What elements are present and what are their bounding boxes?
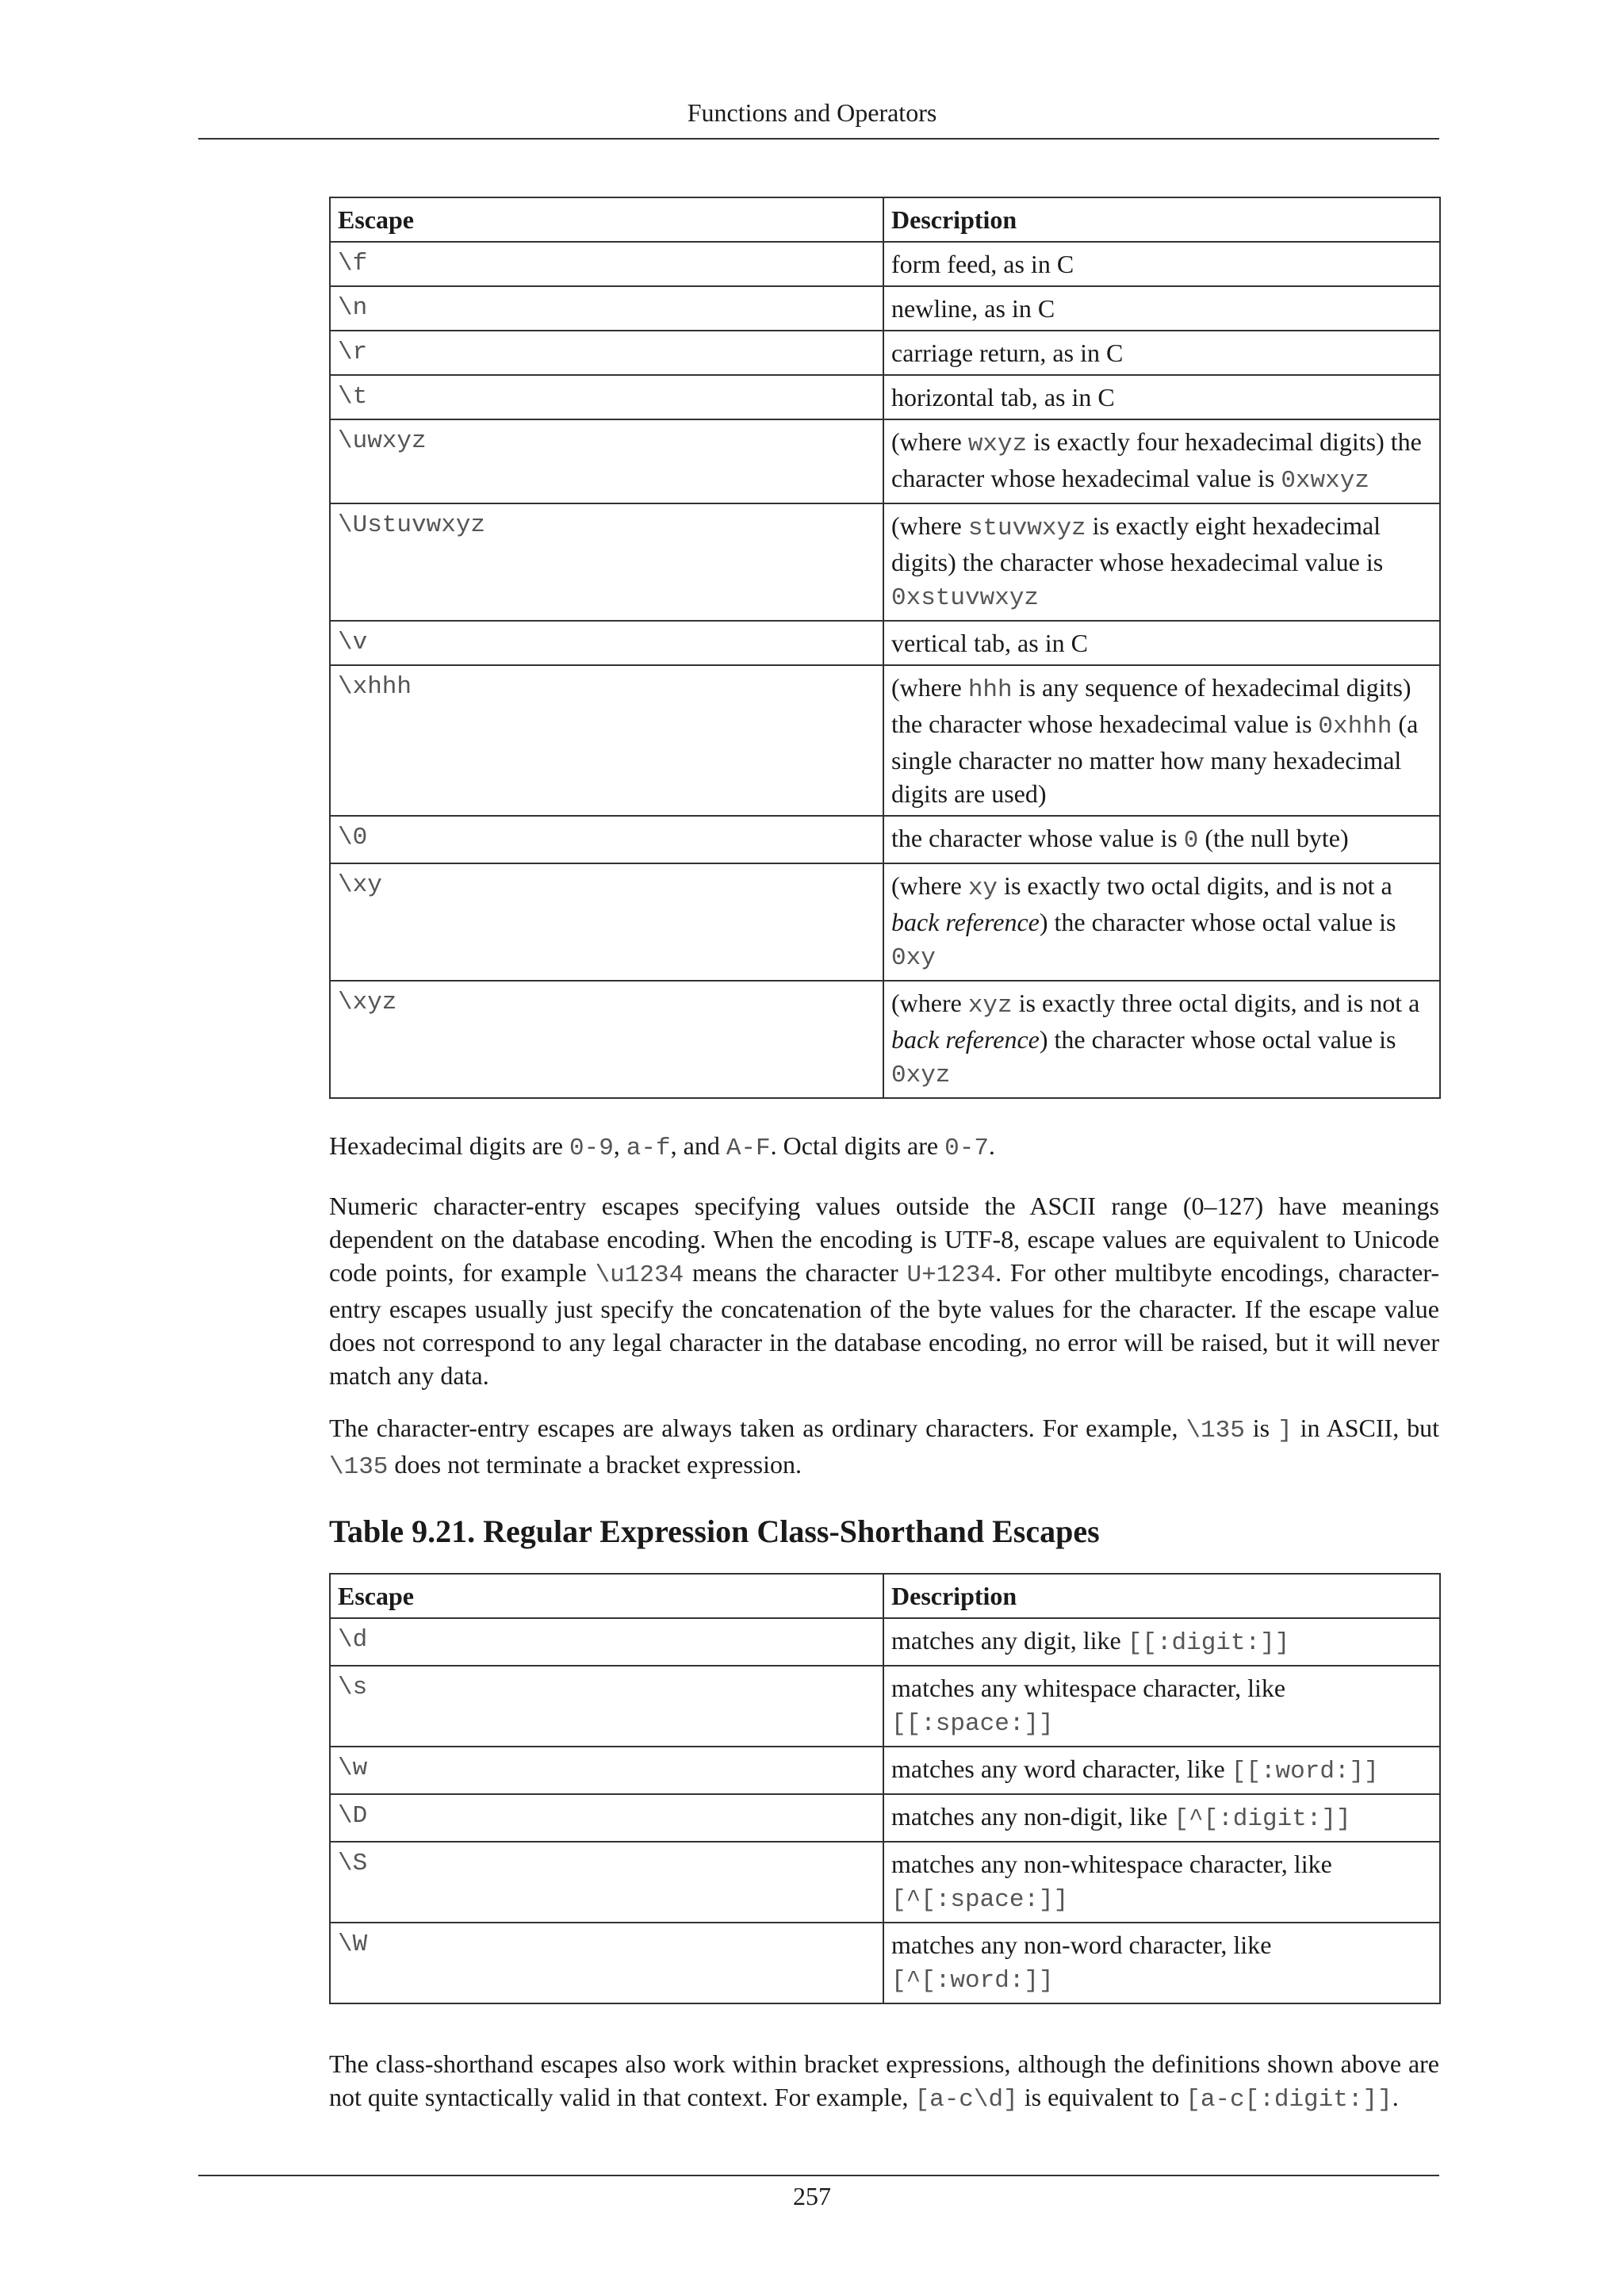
desc-text: ) the character whose octal value is (1039, 908, 1396, 936)
escape-cell: \d (330, 1618, 883, 1666)
desc-code: stuvwxyz (967, 515, 1086, 542)
desc-text: matches any non-whitespace character, like (891, 1850, 1332, 1878)
desc-code: 0xy (891, 944, 936, 972)
desc-text: matches any non-word character, like (891, 1931, 1272, 1959)
description-cell (883, 863, 1440, 981)
class-shorthand-escapes-table (329, 1573, 1441, 2004)
desc-code: 0xyz (891, 1062, 951, 1089)
description-cell: carriage return, as in C (883, 331, 1440, 375)
desc-text: (where (891, 871, 968, 900)
description-cell: horizontal tab, as in C (883, 375, 1440, 419)
table-row (330, 981, 1440, 1098)
escape-cell: \v (330, 621, 883, 665)
code: [a-c\d] (914, 2086, 1018, 2114)
column-header-description: Description (883, 1574, 1440, 1618)
text: is (1244, 1414, 1278, 1442)
escape-cell: \n (330, 286, 883, 331)
text: The character-entry escapes are always taken as ordinary characters. For example, (329, 1414, 1186, 1442)
desc-text: is exactly eight hexadecimal digits) the character whose hexadecimal value is (891, 511, 1384, 576)
table-row (330, 665, 1440, 816)
table-row (330, 286, 1440, 331)
description-cell (883, 816, 1440, 863)
escape-cell: \W (330, 1923, 883, 2003)
description-cell (883, 981, 1440, 1098)
code: ] (1277, 1417, 1293, 1445)
text: . (1392, 2083, 1399, 2111)
desc-code: xy (967, 874, 998, 902)
desc-code: xyz (967, 992, 1013, 1020)
text: . Octal digits are (770, 1131, 945, 1160)
code: A-F (726, 1135, 771, 1162)
description-cell (883, 665, 1440, 816)
desc-text: matches any word character, like (891, 1755, 1231, 1783)
desc-text: (where (891, 427, 968, 456)
code: U+1234 (906, 1261, 996, 1289)
table-row (330, 863, 1440, 981)
description-cell (883, 419, 1440, 503)
text: is equivalent to (1017, 2083, 1186, 2111)
table-header-row (330, 197, 1440, 242)
desc-text: matches any whitespace character, like (891, 1674, 1286, 1702)
desc-emphasis: back reference (891, 908, 1040, 936)
desc-code: 0xhhh (1318, 713, 1392, 740)
escape-cell: \xhhh (330, 665, 883, 816)
escape-cell: \0 (330, 816, 883, 863)
code: \135 (329, 1453, 389, 1481)
escape-cell: \Ustuvwxyz (330, 503, 883, 621)
table-row (330, 1618, 1440, 1666)
escape-cell: \f (330, 242, 883, 286)
escape-cell: \s (330, 1666, 883, 1747)
escape-cell: \D (330, 1794, 883, 1842)
column-header-escape: Escape (330, 197, 883, 242)
escape-cell: \xy (330, 863, 883, 981)
page-number: 257 (793, 2182, 831, 2210)
code: 0-7 (944, 1135, 989, 1162)
table-row (330, 503, 1440, 621)
desc-text: (where (891, 673, 968, 702)
desc-text: is exactly two octal digits, and is not a (998, 871, 1392, 900)
footer-rule (198, 2175, 1439, 2176)
column-header-description: Description (883, 197, 1440, 242)
escape-cell: \r (330, 331, 883, 375)
description-cell (883, 1618, 1440, 1666)
desc-text: is any sequence of hexadecimal digits) the character whose hexadecimal value is (891, 673, 1411, 738)
text: means the character (684, 1258, 907, 1287)
desc-text: is exactly three octal digits, and is not a (1012, 989, 1420, 1017)
text: . (988, 1131, 995, 1160)
desc-text: (where (891, 511, 968, 540)
desc-code: hhh (967, 676, 1013, 704)
description-cell: newline, as in C (883, 286, 1440, 331)
table-row (330, 816, 1440, 863)
bracket-expressions-paragraph (329, 2047, 1439, 2117)
escape-cell: \xyz (330, 981, 883, 1098)
desc-text: matches any digit, like (891, 1626, 1128, 1655)
numeric-escapes-paragraph (329, 1189, 1439, 1392)
code: \135 (1185, 1417, 1245, 1445)
header-rule (198, 138, 1439, 140)
code: a-f (626, 1135, 671, 1162)
escape-cell: \t (330, 375, 883, 419)
text: . For other multibyte encodings, character-entry escapes usually just specify the concatenation of the byte values for the character. If the escape value does not correspond to any legal character in the database encoding, no error will be raised, but it will never match any data. (329, 1258, 1440, 1390)
character-entry-escapes-table (329, 197, 1441, 1099)
description-cell (883, 503, 1440, 621)
desc-code: 0xstuvwxyz (891, 584, 1040, 612)
table-row (330, 1666, 1440, 1747)
text: , and (670, 1131, 726, 1160)
desc-code: 0 (1183, 827, 1199, 855)
description-cell (883, 1666, 1440, 1747)
desc-text: matches any non-digit, like (891, 1802, 1174, 1831)
description-cell (883, 1747, 1440, 1794)
escape-cell: \w (330, 1747, 883, 1794)
text: does not terminate a bracket expression. (388, 1450, 802, 1479)
desc-code: [^[:word:]] (891, 1967, 1054, 1995)
table-row (330, 1794, 1440, 1842)
desc-text: (the null byte) (1198, 824, 1349, 852)
hex-digits-paragraph (329, 1129, 1439, 1165)
table-header-row (330, 1574, 1440, 1618)
column-header-escape: Escape (330, 1574, 883, 1618)
code: [a-c[:digit:]] (1185, 2086, 1392, 2114)
escape-cell: \S (330, 1842, 883, 1923)
table-row (330, 1923, 1440, 2003)
code: 0-9 (569, 1135, 614, 1162)
desc-code: wxyz (967, 430, 1028, 458)
desc-text: the character whose value is (891, 824, 1184, 852)
description-cell (883, 1842, 1440, 1923)
desc-text: ) the character whose octal value is (1039, 1025, 1396, 1054)
desc-code: [[:digit:]] (1127, 1629, 1290, 1657)
table-title: Table 9.21. Regular Expression Class-Shorthand Escapes (329, 1513, 1100, 1549)
desc-code: [[:space:]] (891, 1710, 1054, 1738)
desc-text: is exactly four hexadecimal digits) the character whose hexadecimal value is (891, 427, 1422, 492)
table-row (330, 375, 1440, 419)
text: Numeric character-entry escapes specifying values outside the ASCII range (0–127) have meanings dependent on the database encoding. When the encoding is UTF-8, escape values are equivalent to Unicode code points, for example (329, 1192, 1439, 1287)
table-row (330, 331, 1440, 375)
code: \u1234 (595, 1261, 684, 1289)
text: , (613, 1131, 626, 1160)
text: Hexadecimal digits are (329, 1131, 569, 1160)
desc-text: (a single character no matter how many hexadecimal digits are used) (891, 710, 1419, 808)
description-cell (883, 1923, 1440, 2003)
text: The class-shorthand escapes also work within bracket expressions, although the definitions shown above are not quite syntactically valid in that context. For example, (329, 2049, 1439, 2111)
desc-text: (where (891, 989, 968, 1017)
desc-emphasis: back reference (891, 1025, 1040, 1054)
description-cell: vertical tab, as in C (883, 621, 1440, 665)
desc-code: [[:word:]] (1231, 1758, 1379, 1785)
page-header: Functions and Operators (687, 98, 937, 127)
description-cell (883, 1794, 1440, 1842)
table-row (330, 1747, 1440, 1794)
table-row (330, 621, 1440, 665)
table-row (330, 1842, 1440, 1923)
text: in ASCII, but (1292, 1414, 1440, 1442)
ordinary-characters-paragraph (329, 1411, 1439, 1484)
escape-cell: \uwxyz (330, 419, 883, 503)
desc-code: 0xwxyz (1281, 467, 1369, 495)
desc-code: [^[:digit:]] (1174, 1805, 1351, 1833)
table-row (330, 242, 1440, 286)
description-cell: form feed, as in C (883, 242, 1440, 286)
table-row (330, 419, 1440, 503)
desc-code: [^[:space:]] (891, 1886, 1069, 1914)
